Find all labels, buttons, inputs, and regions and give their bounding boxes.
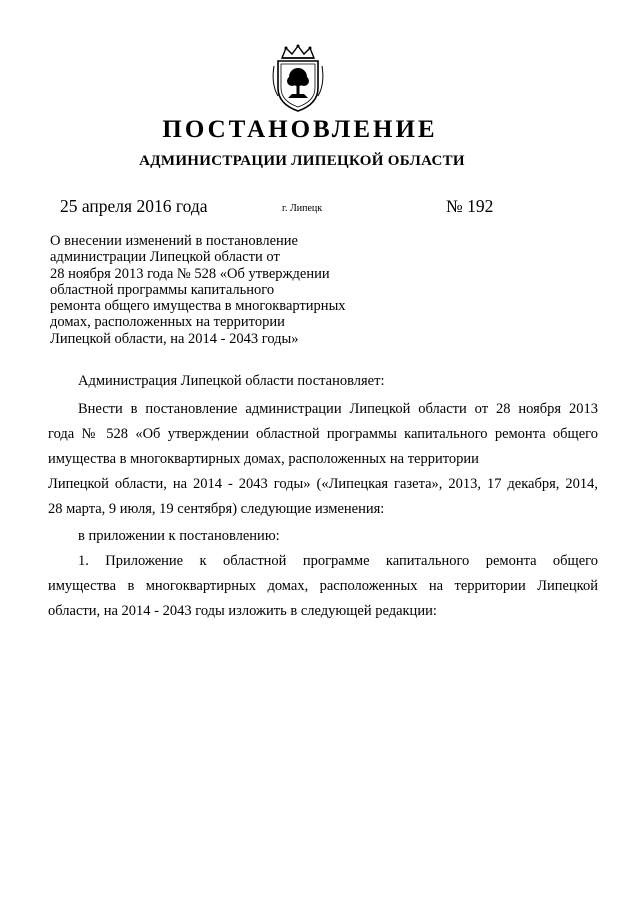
paragraph-line: 28 марта, 9 июля, 19 сентября) следующие изменения: <box>48 501 385 517</box>
coat-of-arms-emblem <box>270 44 326 114</box>
decree-line: Администрация Липецкой области постановляет: <box>78 373 385 389</box>
document-date: 25 апреля 2016 года <box>60 196 208 216</box>
document-number: № 192 <box>446 196 494 216</box>
amendment-paragraph <box>48 397 598 522</box>
paragraph-line: года № 528 «Об утверждении областной программы капитального ремонта общего <box>48 426 598 442</box>
heading-line: администрации Липецкой области от <box>50 249 280 266</box>
heading-line: ремонта общего имущества в многоквартирных <box>50 298 346 315</box>
heading-line: Липецкой области, на 2014 - 2043 годы» <box>50 330 299 347</box>
document-subtitle: АДМИНИСТРАЦИИ ЛИПЕЦКОЙ ОБЛАСТИ <box>139 153 465 169</box>
heading-line: 28 ноября 2013 года № 528 «Об утверждении <box>50 265 330 282</box>
document-city: г. Липецк <box>282 203 323 214</box>
item-paragraph <box>48 549 598 624</box>
item-line: 1. Приложение к областной программе капитального ремонта общего <box>78 553 598 569</box>
decree-paragraph <box>48 369 598 394</box>
document-title: ПОСТАНОВЛЕНИЕ <box>162 116 438 143</box>
paragraph-line: Внести в постановление администрации Липецкой области от 28 ноября 2013 <box>78 401 598 417</box>
annex-line: в приложении к постановлению: <box>78 528 280 544</box>
paragraph-line: Липецкой области, на 2014 - 2043 годы» («Липецкая газета», 2013, 17 декабря, 2014, <box>48 476 598 492</box>
heading-line: О внесении изменений в постановление <box>50 233 298 249</box>
item-line: имущества в многоквартирных домах, расположенных на территории Липецкой <box>48 578 598 594</box>
annex-paragraph <box>48 524 598 549</box>
heading-line: домах, расположенных на территории <box>50 314 285 331</box>
paragraph-line: имущества в многоквартирных домах, расположенных на территории <box>48 451 479 467</box>
document-heading <box>50 233 380 347</box>
item-line: области, на 2014 - 2043 годы изложить в следующей редакции: <box>48 603 437 619</box>
heading-line: областной программы капитального <box>50 281 275 298</box>
